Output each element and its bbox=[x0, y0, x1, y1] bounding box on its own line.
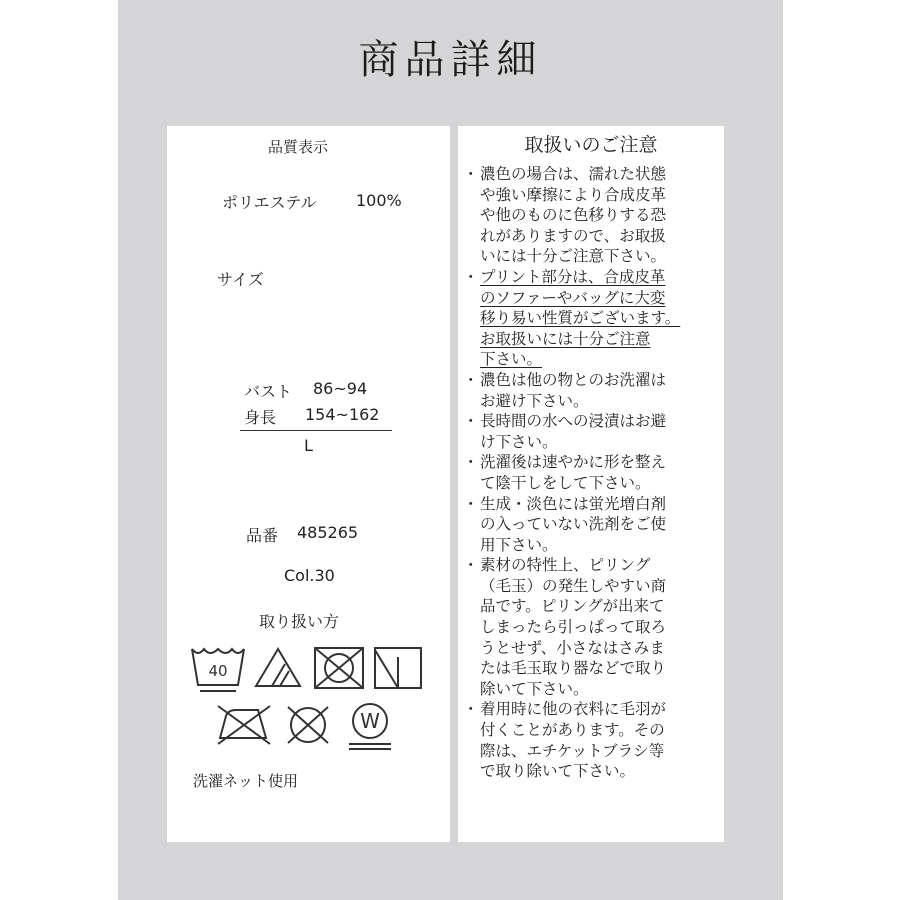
care-note-text: 素材の特性上、ピリング （毛玉）の発生しやすい商 品です。ピリングが出来て しまったら引っぱって取ろ うとせず、小さなはさみま たは毛玉取り器などで取り 除いて下さい。 bbox=[480, 556, 667, 698]
quality-heading: 品質表示 bbox=[268, 138, 329, 156]
care-note-text: 長時間の水への浸漬はお避 け下さい。 bbox=[480, 412, 667, 451]
size-divider bbox=[240, 430, 392, 431]
care-list bbox=[467, 164, 722, 782]
color-code: Col.30 bbox=[284, 566, 335, 585]
care-note-item bbox=[467, 699, 722, 781]
height-label: 身長 bbox=[244, 408, 277, 427]
care-note-item bbox=[467, 411, 722, 452]
size-heading: サイズ bbox=[217, 270, 264, 289]
handling-heading: 取り扱い方 bbox=[259, 612, 340, 631]
shade-dry-icon bbox=[372, 645, 424, 691]
material-percent: 100% bbox=[356, 191, 402, 210]
material-name: ポリエステル bbox=[222, 193, 317, 212]
care-note-text: 濃色の場合は、濡れた状態 や強い摩擦により合成皮革 や他のものに色移りする恐 れがありますので、お取扱 いには十分ご注意下さい。 bbox=[480, 165, 667, 266]
product-number-label: 品番 bbox=[246, 526, 279, 545]
oxygen-bleach-icon bbox=[252, 646, 304, 690]
wash-40-icon bbox=[188, 645, 248, 695]
product-number-value: 485265 bbox=[297, 523, 359, 542]
no-tumble-dry-icon bbox=[312, 645, 366, 691]
care-note-text: 着用時に他の衣料に毛羽が 付くことがあります。その 際は、エチケットブラシ等 で取り除いて下さい。 bbox=[480, 700, 667, 781]
wet-clean-label: W bbox=[360, 709, 380, 733]
care-note-item bbox=[467, 370, 722, 411]
no-iron-icon bbox=[214, 702, 274, 748]
care-note-item bbox=[467, 164, 722, 267]
laundry-net-note: 洗濯ネット使用 bbox=[193, 772, 299, 790]
bust-value: 86~94 bbox=[313, 379, 368, 398]
care-note-item bbox=[467, 555, 722, 699]
no-dry-clean-icon bbox=[284, 703, 332, 747]
care-note-item bbox=[467, 494, 722, 556]
size-letter: L bbox=[304, 436, 313, 455]
care-note-item bbox=[467, 452, 722, 493]
care-note-item bbox=[467, 267, 722, 370]
care-heading: 取扱いのご注意 bbox=[524, 134, 658, 156]
height-value: 154~162 bbox=[305, 405, 380, 424]
page-title: 商品詳細 bbox=[358, 37, 543, 83]
wet-clean-icon bbox=[343, 700, 397, 752]
care-note-text: プリント部分は、合成皮革 のソファーやバッグに大変 移り易い性質がございます。 お取扱いには十分ご注意 下さい。 bbox=[480, 267, 681, 369]
care-note-text: 洗濯後は速やかに形を整え て陰干しをして下さい。 bbox=[480, 453, 667, 492]
care-note-text: 濃色は他の物とのお洗濯は お避け下さい。 bbox=[480, 370, 667, 410]
wash-temp-label: 40 bbox=[208, 662, 228, 680]
care-note-text: 生成・淡色には蛍光増白剤 の入っていない洗剤をご使 用下さい。 bbox=[480, 494, 667, 554]
bust-label: バスト bbox=[244, 382, 293, 401]
